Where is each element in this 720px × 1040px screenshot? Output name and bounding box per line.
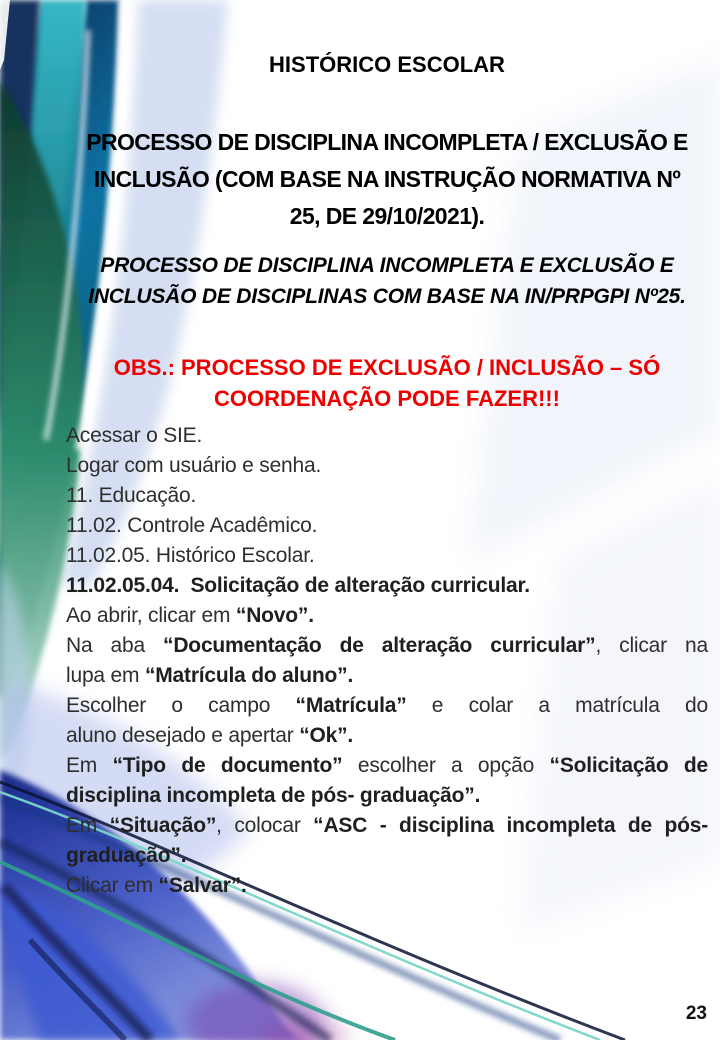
step-text: Escolher o campo xyxy=(66,694,296,717)
step-emphasis: 11.02.05.04. Solicitação de alteração curricular. xyxy=(66,574,530,597)
subtitle-heading xyxy=(66,250,708,312)
step-line xyxy=(66,841,708,871)
step-line xyxy=(66,601,708,631)
instruction-steps xyxy=(66,421,708,901)
step-line xyxy=(66,721,708,751)
step-emphasis: “Novo”. xyxy=(235,604,314,627)
step-text: Na aba xyxy=(66,634,164,657)
step-line xyxy=(66,541,708,571)
step-text: Ao abrir, clicar em xyxy=(66,604,236,627)
step-text: lupa em xyxy=(66,664,145,687)
step-line xyxy=(66,871,708,901)
page-number: 23 xyxy=(685,1003,707,1024)
step-text: Em xyxy=(66,754,113,777)
step-line xyxy=(66,571,708,601)
step-line xyxy=(66,811,708,841)
text-line: PROCESSO DE DISCIPLINA INCOMPLETA / EXCLUSÃO E xyxy=(86,129,688,155)
step-text: 11.02. Controle Acadêmico. xyxy=(66,514,318,537)
text-line: INCLUSÃO DE DISCIPLINAS COM BASE NA IN/PRPGPI Nº25. xyxy=(88,285,686,308)
step-line xyxy=(66,451,708,481)
text-line: 25, DE 29/10/2021). xyxy=(289,203,485,229)
text-line: OBS.: PROCESSO DE EXCLUSÃO / INCLUSÃO – SÓ xyxy=(113,355,661,380)
step-line xyxy=(66,661,708,691)
step-text: 11.02.05. Histórico Escolar. xyxy=(66,544,315,567)
step-text: , colocar xyxy=(216,814,314,837)
text-line: INCLUSÃO (COM BASE NA INSTRUÇÃO NORMATIVA Nº xyxy=(93,166,681,192)
step-line xyxy=(66,481,708,511)
step-text: Em xyxy=(66,814,110,837)
step-emphasis: “Situação” xyxy=(109,814,217,837)
step-emphasis: “Tipo de documento” xyxy=(112,754,343,777)
step-text: escolher a opção xyxy=(342,754,550,777)
main-heading xyxy=(66,124,708,235)
step-emphasis: “Documentação de alteração curricular” xyxy=(163,634,596,657)
warning-note xyxy=(66,352,708,414)
text-line: COORDENAÇÃO PODE FAZER!!! xyxy=(214,386,560,411)
step-emphasis: “Matrícula do aluno”. xyxy=(144,664,354,687)
step-text: aluno desejado e apertar xyxy=(66,724,300,747)
step-emphasis: “Solicitação de xyxy=(549,754,708,777)
step-text: Acessar o SIE. xyxy=(66,424,203,447)
page-title: HISTÓRICO ESCOLAR xyxy=(269,52,505,77)
step-line xyxy=(66,751,708,781)
step-line xyxy=(66,511,708,541)
step-line xyxy=(66,631,708,661)
step-text: Logar com usuário e senha. xyxy=(66,454,322,477)
step-line xyxy=(66,781,708,811)
step-line xyxy=(66,691,708,721)
step-text: e colar a matrícula do xyxy=(406,694,708,717)
slide-content xyxy=(66,52,708,901)
step-text: Clicar em xyxy=(66,874,159,897)
step-emphasis: “Matrícula” xyxy=(295,694,407,717)
step-text: , clicar na xyxy=(595,634,708,657)
step-emphasis: “ASC - disciplina incompleta de pós- xyxy=(313,814,708,837)
step-emphasis: graduação”. xyxy=(66,844,187,867)
step-text: 11. Educação. xyxy=(66,484,197,507)
step-line xyxy=(66,421,708,451)
step-emphasis: “Ok”. xyxy=(299,724,354,747)
step-emphasis: “Salvar”. xyxy=(158,874,247,897)
step-emphasis: disciplina incompleta de pós- graduação”. xyxy=(66,784,481,807)
text-line: PROCESSO DE DISCIPLINA INCOMPLETA E EXCLUSÃO E xyxy=(100,254,674,277)
